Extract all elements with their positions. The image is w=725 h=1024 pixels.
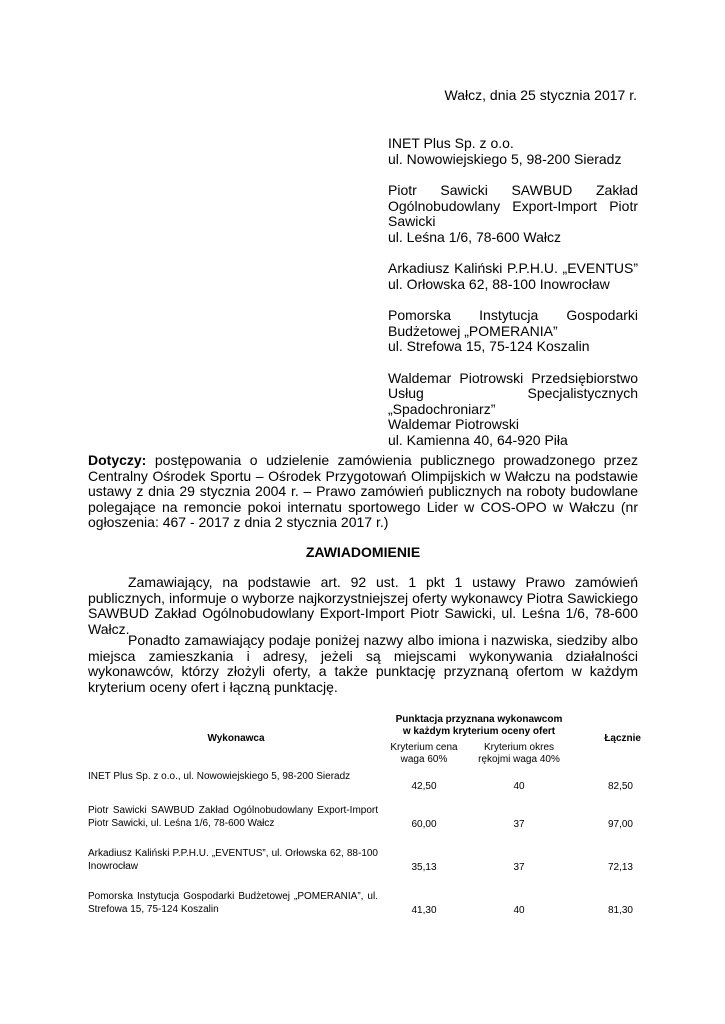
cell-wykonawca: Piotr Sawicki SAWBUD Zakład Ogólnobudowlany Export-Import Piotr Sawicki, ul. Leśna 1/6, 78-600 Wałcz (88, 805, 378, 829)
table-row (88, 830, 643, 873)
cell-rekojmia: 40 (513, 905, 525, 916)
header-punktacja: Punktacja przyznana wykonawcom w każdym kryterium oceny ofert (395, 714, 563, 737)
subject-paragraph (88, 453, 638, 531)
document-date: Wałcz, dnia 25 stycznia 2017 r. (444, 87, 637, 103)
recipient-line: ul. Strefowa 15, 75-124 Koszalin (388, 338, 590, 354)
subject-label: Dotyczy: (88, 452, 147, 468)
table-header-row (88, 714, 643, 738)
recipient (388, 371, 638, 449)
recipient-line: ul. Leśna 1/6, 78-600 Wałcz (388, 228, 562, 245)
recipient-line: ul. Orłowska 62, 88-100 Inowrocław (388, 275, 610, 292)
recipient-line: Pomorska Instytucja Gospodarki (388, 307, 638, 323)
cell-cena: 60,00 (411, 819, 437, 830)
recipient-line: ul. Nowowiejskiego 5, 98-200 Sieradz (388, 150, 622, 167)
cell-lacznie: 82,50 (607, 781, 633, 792)
cell-wykonawca: INET Plus Sp. z o.o., ul. Nowowiejskiego 5, 98-200 Sieradz (88, 771, 351, 782)
recipient (388, 261, 638, 292)
table-row (88, 873, 643, 916)
recipient (388, 183, 638, 245)
recipient (388, 136, 638, 167)
scores-table (88, 714, 643, 916)
recipient-line: Usług Specjalistycznych „Spadochroniarz” (388, 385, 638, 417)
cell-lacznie: 97,00 (607, 819, 633, 830)
header-rekojmia: Kryterium okres rękojmi waga 40% (478, 742, 560, 765)
recipient-line: Piotr Sawicki SAWBUD Zakład (388, 182, 638, 198)
announcement-paragraph: Zamawiający, na podstawie art. 92 ust. 1 pkt 1 ustawy Prawo zamówień publicznych, informuje o wyborze najkorzystniejszej oferty wykonawcy Piotra Sawickiego SAWBUD Zakład Ogólnobudowlany Export-Import Piotr Sawicki, ul. Leśna 1/6, 78-600 Wałcz. (88, 574, 638, 637)
cell-wykonawca: Arkadiusz Kaliński P.P.H.U. „EVENTUS”, ul. Orłowska 62, 88-100 Inowrocław (88, 848, 378, 872)
header-wykonawca: Wykonawca (207, 733, 265, 744)
header-lacznie: Łącznie (604, 733, 641, 744)
recipient-line: Budżetowej „POMERANIA” (388, 322, 558, 339)
recipient-line: Waldemar Piotrowski (388, 416, 519, 432)
recipient (388, 308, 638, 355)
header-cena: Kryterium cena waga 60% (390, 742, 458, 765)
recipient-line: Arkadiusz Kaliński P.P.H.U. „EVENTUS” (388, 260, 638, 276)
cell-lacznie: 72,13 (607, 862, 633, 873)
recipient-line: ul. Kamienna 40, 64-920 Piła (388, 431, 568, 448)
info-paragraph: Ponadto zamawiający podaje poniżej nazwy albo imiona i nazwiska, siedziby albo miejsca zamieszkania i adresy, jeżeli są miejscami wykonywania działalności wykonawców, którzy złożyli oferty, a także punktację przyznaną ofertom w każdym kryterium oceny ofert i łączną punktację. (88, 632, 638, 695)
cell-cena: 41,30 (411, 905, 437, 916)
recipient-line: Waldemar Piotrowski Przedsiębiorstwo (388, 369, 638, 386)
cell-cena: 42,50 (411, 781, 437, 792)
cell-rekojmia: 37 (513, 819, 525, 830)
cell-lacznie: 81,30 (607, 905, 633, 916)
cell-cena: 35,13 (411, 862, 437, 873)
document-heading: ZAWIADOMIENIE (305, 544, 421, 560)
recipients-block (388, 136, 638, 464)
cell-wykonawca: Pomorska Instytucja Gospodarki Budżetowej „POMERANIA”, ul. Strefowa 15, 75-124 Koszalin (88, 891, 378, 915)
recipient-line: INET Plus Sp. z o.o. (388, 135, 514, 151)
recipient-line: Ogólnobudowlany Export-Import Piotr (388, 197, 638, 214)
table-row (88, 766, 643, 792)
subject-text: postępowania o udzielenie zamówienia publicznego prowadzonego przez Centralny Ośrodek Sportu – Ośrodek Przygotowań Olimpijskich w Wałczu na podstawie ustawy z dnia 29 stycznia 2004 r. – Prawo zamówień publicznych na roboty budowlane polegające na remoncie pokoi internatu sportowego Lider w COS-OPO w Wałczu (nr ogłoszenia: 467 - 2017 z dnia 2 stycznia 2017 r.) (88, 452, 638, 531)
table-row (88, 792, 643, 830)
cell-rekojmia: 40 (513, 781, 525, 792)
cell-rekojmia: 37 (513, 862, 525, 873)
recipient-line: Sawicki (388, 213, 436, 229)
